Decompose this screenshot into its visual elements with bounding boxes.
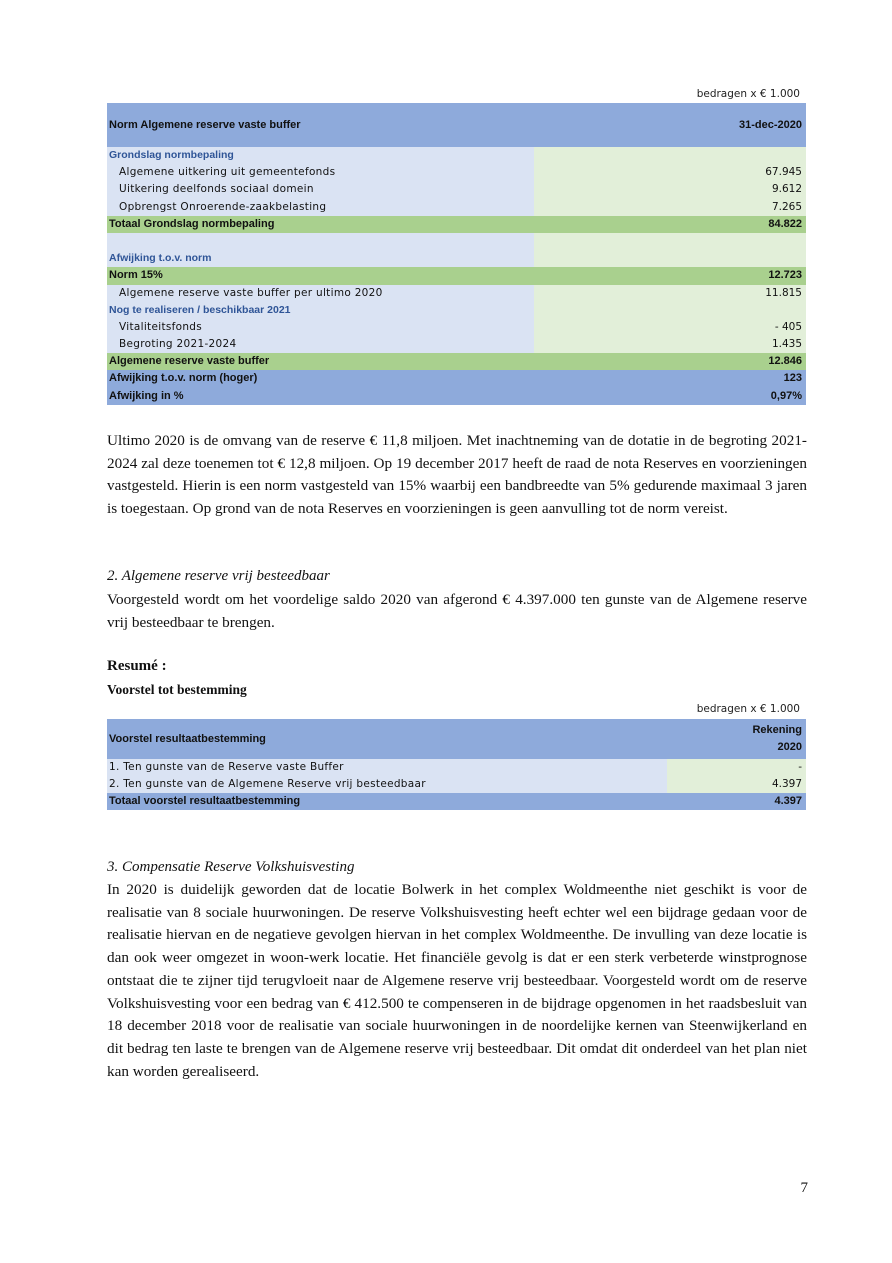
table1-header-label: Norm Algemene reserve vaste buffer — [109, 119, 301, 131]
section2-heading: 2. Algemene reserve vrij besteedbaar — [107, 568, 330, 584]
table-row — [107, 181, 806, 198]
row-value: - 405 — [534, 319, 806, 336]
table-row — [107, 336, 806, 353]
row-label: Totaal voorstel resultaatbestemming — [109, 795, 301, 807]
row-label: Norm 15% — [109, 269, 163, 282]
row-value — [534, 147, 806, 164]
row-label: 2. Ten gunste van de Algemene Reserve vrij besteedbaar — [107, 776, 667, 793]
row-value — [534, 302, 806, 319]
section3-heading: 3. Compensatie Reserve Volkshuisvesting — [107, 859, 355, 875]
row-label: Nog te realiseren / beschikbaar 2021 — [107, 302, 534, 319]
table-row-deviation — [107, 370, 806, 387]
row-label: Opbrengst Onroerende-zaakbelasting — [107, 199, 534, 216]
table-row — [107, 302, 806, 319]
table-row — [107, 250, 806, 267]
table-row — [107, 285, 806, 302]
table-row — [107, 319, 806, 336]
table2-header-col — [667, 719, 806, 759]
row-value: - — [667, 759, 806, 776]
row-value: 84.822 — [768, 217, 802, 230]
row-value — [534, 250, 806, 267]
table-row — [107, 199, 806, 216]
row-value: 0,97% — [770, 389, 802, 402]
row-label: Grondslag normbepaling — [107, 147, 534, 164]
result-allocation-table — [107, 719, 806, 810]
row-label: Algemene reserve vaste buffer per ultimo 2020 — [107, 285, 534, 302]
table1-header-date: 31-dec-2020 — [739, 119, 802, 131]
row-value: 67.945 — [534, 164, 806, 181]
table-row-deviation-percent — [107, 388, 806, 405]
table1-header — [107, 103, 806, 147]
section3-text: In 2020 is duidelijk geworden dat de locatie Bolwerk in het complex Woldmeenthe niet geschikt is voor de realisatie van 8 sociale huurwoningen. De reserve Volkshuisvesting heeft echter wel een bijdrage gedaan voor de realisatie hiervan en de negatieve gevolgen hiervan in het complex Woldmeenthe. De invulling van deze locatie is dan ook weer omgezet in woon-werk locatie. Het financiële gevolg is dat er een sterk verbeterde winstprognose ontstaat die te zijner tijd terugvloeit naar de Algemene reserve vrij besteedbaar. Voorgesteld wordt om de reserve Volkshuisvesting voor een bedrag van € 412.500 te compenseren in de bijdrage opgenomen in het raadsbesluit van 18 december 2018 voor de realisatie van sociale huurwoningen in de noordelijke kernen van Steenwijkerland en dit bedrag ten laste te brengen van de Algemene reserve vrij besteedbaar. Dit omdat dit onderdeel van het plan niet kan worden gerealiseerd. — [107, 881, 807, 1080]
table2-unit-note: bedragen x € 1.000 — [696, 703, 800, 715]
table2-header-col-line2: 2020 — [777, 741, 802, 753]
row-value: 7.265 — [534, 199, 806, 216]
reserve-norm-table — [107, 103, 806, 405]
row-value: 12.723 — [768, 269, 802, 282]
row-label: Totaal Grondslag normbepaling — [109, 217, 275, 230]
table-row — [107, 147, 806, 164]
row-label: Vitaliteitsfonds — [107, 319, 534, 336]
table2-header-col-line1: Rekening — [752, 724, 802, 736]
page-number: 7 — [800, 1180, 808, 1196]
row-label: Afwijking t.o.v. norm (hoger) — [109, 372, 258, 385]
row-label: Uitkering deelfonds sociaal domein — [107, 181, 534, 198]
row-label: 1. Ten gunste van de Reserve vaste Buffer — [107, 759, 667, 776]
row-value: 9.612 — [534, 181, 806, 198]
row-label: Afwijking in % — [109, 389, 184, 402]
row-label: Afwijking t.o.v. norm — [107, 250, 534, 267]
table-row — [107, 776, 806, 793]
table2-header — [107, 719, 806, 759]
row-label: Algemene reserve vaste buffer — [109, 355, 270, 368]
table-row-total — [107, 216, 806, 233]
row-label: Algemene uitkering uit gemeentefonds — [107, 164, 534, 181]
row-value: 4.397 — [774, 795, 802, 807]
resume-heading: Resumé : — [107, 658, 167, 674]
row-value — [534, 233, 806, 250]
row-value: 123 — [783, 372, 802, 385]
section2-text: Voorgesteld wordt om het voordelige saldo 2020 van afgerond € 4.397.000 ten gunste van de Algemene reserve vrij besteedbaar te brengen. — [107, 591, 807, 631]
resume-subheading: Voorstel tot bestemming — [107, 682, 247, 697]
table1-unit-note: bedragen x € 1.000 — [696, 88, 800, 100]
row-value: 1.435 — [534, 336, 806, 353]
table-row-total — [107, 353, 806, 370]
table-row-spacer — [107, 233, 806, 250]
row-value: 12.846 — [768, 355, 802, 368]
row-value: 11.815 — [534, 285, 806, 302]
table-row — [107, 164, 806, 181]
table-row-norm — [107, 267, 806, 284]
table2-header-label: Voorstel resultaatbestemming — [109, 733, 266, 745]
row-value: 4.397 — [667, 776, 806, 793]
table-row-total — [107, 793, 806, 810]
table-row — [107, 759, 806, 776]
row-label: Begroting 2021-2024 — [107, 336, 534, 353]
row-label — [107, 233, 534, 250]
paragraph-reserve-summary: Ultimo 2020 is de omvang van de reserve € 11,8 miljoen. Met inachtneming van de dotatie in de begroting 2021-2024 zal deze toenemen tot € 12,8 miljoen. Op 19 december 2017 heeft de raad de nota Reserves en voorzieningen vastgesteld. Hierin is een norm vastgesteld van 15% waarbij een bandbreedte van 5% gedurende maximaal 3 jaren is toegestaan. Op grond van de nota Reserves en voorzieningen is geen aanvulling tot de norm vereist. — [107, 432, 807, 518]
